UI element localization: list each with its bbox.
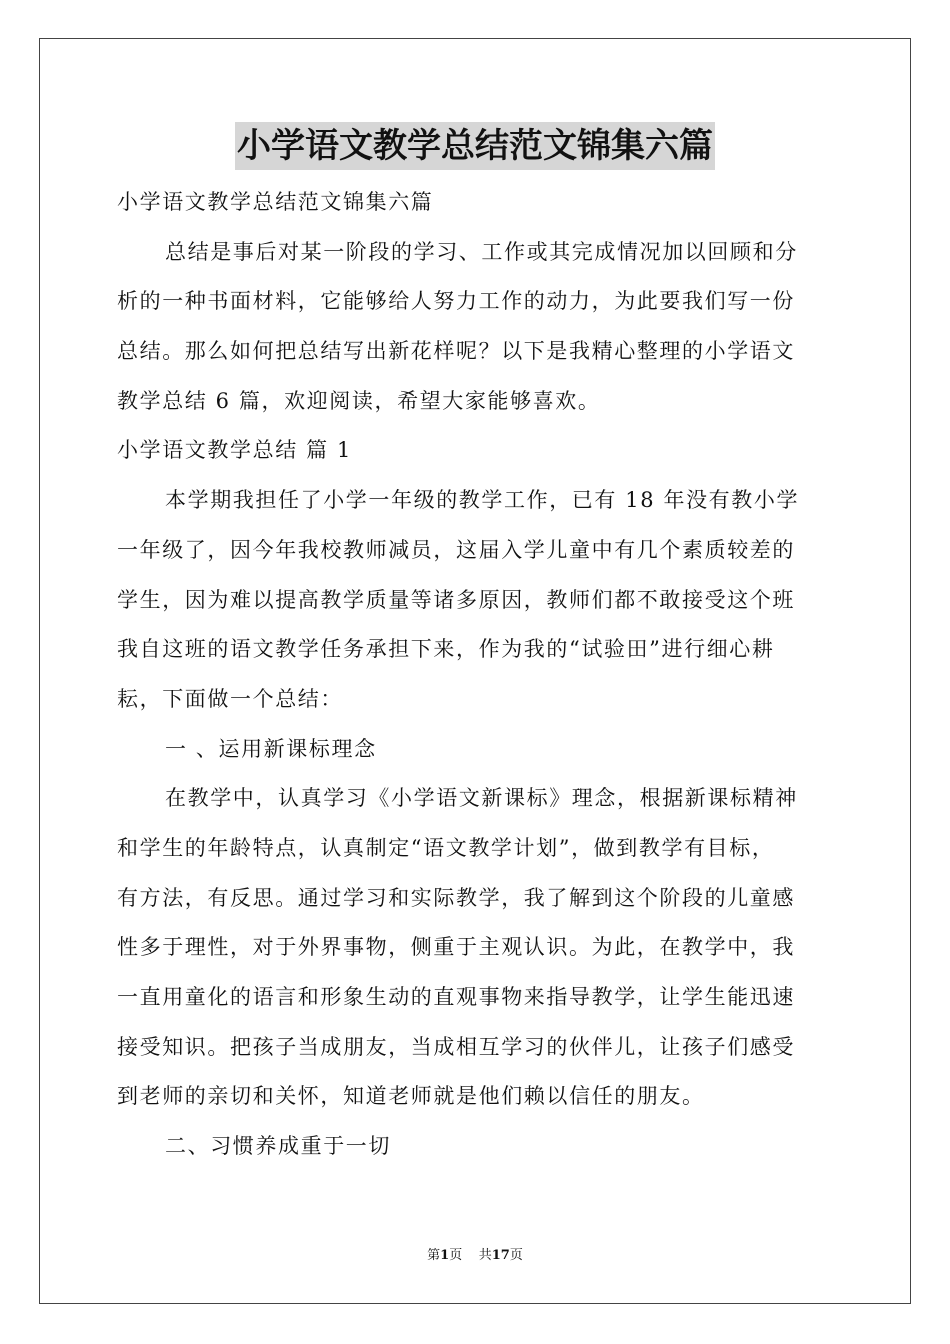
text-line: 教学总结 6 篇，欢迎阅读，希望大家能够喜欢。 [117, 388, 601, 413]
text-line: 析的一种书面材料，它能够给人努力工作的动力，为此要我们写一份 [117, 289, 795, 314]
text-line: 本学期我担任了小学一年级的教学工作，已有 18 年没有教小学 [165, 488, 800, 513]
text-line: 学生，因为难以提高教学质量等诸多原因，教师们都不敢接受这个班 [117, 587, 795, 612]
footer-total-pages: 17 [491, 1248, 510, 1263]
text-line: 到老师的亲切和关怀，知道老师就是他们赖以信任的朋友。 [117, 1084, 705, 1109]
page-footer [0, 1247, 950, 1265]
text-line: 一年级了，因今年我校教师减员，这届入学儿童中有几个素质较差的 [117, 537, 795, 562]
text-line: 接受知识。把孩子当成朋友，当成相互学习的伙伴儿，让孩子们感受 [117, 1034, 795, 1059]
footer-page-suffix: 页 [449, 1248, 463, 1263]
text-line: 一 、运用新课标理念 [165, 736, 377, 761]
text-line: 和学生的年龄特点，认真制定“语文教学计划”，做到教学有目标， [117, 835, 775, 860]
text-line: 二、习惯养成重于一切 [165, 1134, 391, 1159]
footer-page-prefix: 第 [427, 1248, 441, 1263]
footer-page-number: 1 [440, 1248, 450, 1263]
text-line: 有方法，有反思。通过学习和实际教学，我了解到这个阶段的儿童感 [117, 885, 795, 910]
text-line: 性多于理性，对于外界事物，侧重于主观认识。为此，在教学中，我 [117, 935, 795, 960]
text-line: 总结。那么如何把总结写出新花样呢？以下是我精心整理的小学语文 [117, 339, 795, 364]
text-line: 在教学中，认真学习《小学语文新课标》理念，根据新课标精神 [165, 786, 798, 811]
text-line: 一直用童化的语言和形象生动的直观事物来指导教学，让学生能迅速 [117, 985, 795, 1009]
text-line: 我自这班的语文教学任务承担下来，作为我的“试验田”进行细心耕 [117, 637, 775, 662]
title-wrap [0, 122, 950, 170]
text-line: 小学语文教学总结 篇 1 [117, 438, 352, 463]
footer-total-suffix: 页 [509, 1248, 523, 1263]
footer-total-prefix: 共 [478, 1248, 492, 1263]
text-line: 总结是事后对某一阶段的学习、工作或其完成情况加以回顾和分 [165, 239, 798, 264]
text-line: 小学语文教学总结范文锦集六篇 [117, 190, 434, 214]
document-body [117, 178, 835, 1172]
text-line: 耘，下面做一个总结： [117, 686, 343, 711]
document-title: 小学语文教学总结范文锦集六篇 [235, 122, 715, 170]
